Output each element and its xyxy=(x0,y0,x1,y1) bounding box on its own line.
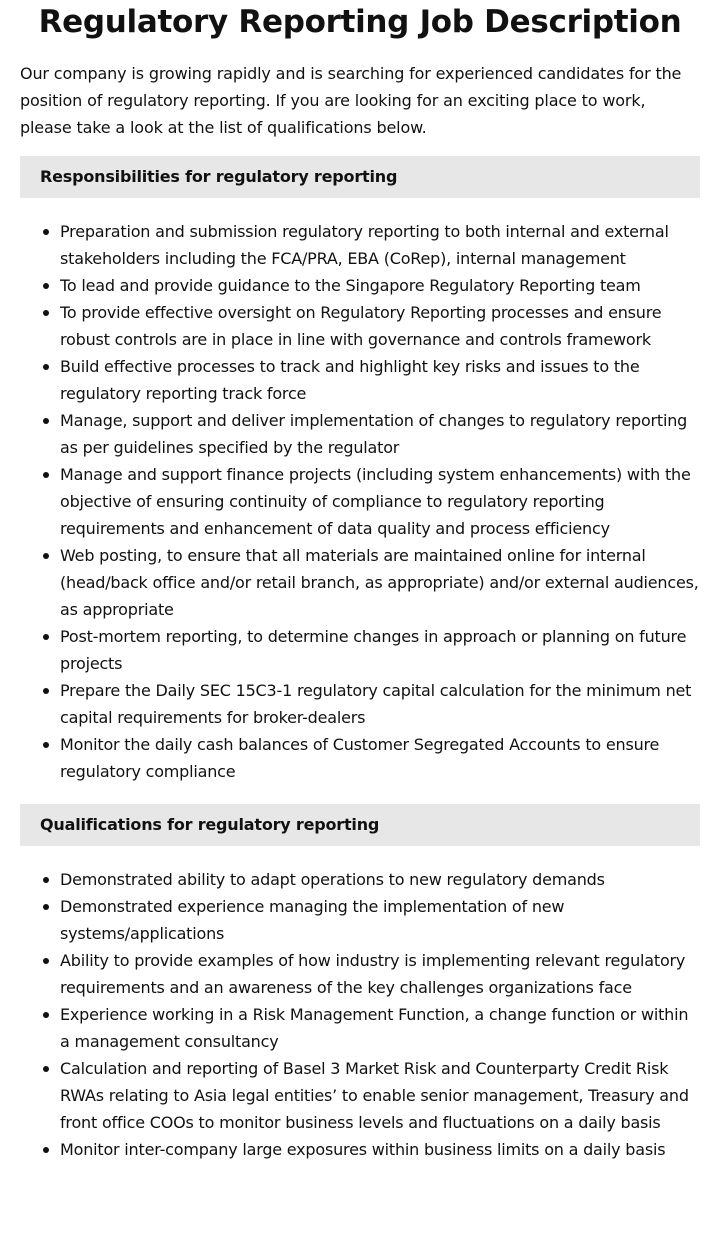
list-item: Build effective processes to track and highlight key risks and issues to the regulatory reporting track force xyxy=(60,353,700,407)
list-item: Manage, support and deliver implementation of changes to regulatory reporting as per guidelines specified by the regulator xyxy=(60,407,700,461)
qualifications-list xyxy=(20,866,700,1163)
page-title: Regulatory Reporting Job Description xyxy=(38,4,682,40)
list-item: Demonstrated experience managing the implementation of new systems/applications xyxy=(60,893,700,947)
list-item: Demonstrated ability to adapt operations to new regulatory demands xyxy=(60,866,700,893)
list-item: Manage and support finance projects (including system enhancements) with the objective of ensuring continuity of compliance to regulatory reporting requirements and enhancement of data quality and process efficiency xyxy=(60,461,700,542)
qualifications-heading: Qualifications for regulatory reporting xyxy=(20,804,700,846)
list-item: Calculation and reporting of Basel 3 Market Risk and Counterparty Credit Risk RWAs relating to Asia legal entities’ to enable senior management, Treasury and front office COOs to monitor business levels and fluctuations on a daily basis xyxy=(60,1055,700,1136)
list-item: To lead and provide guidance to the Singapore Regulatory Reporting team xyxy=(60,272,700,299)
list-item: Monitor the daily cash balances of Customer Segregated Accounts to ensure regulatory compliance xyxy=(60,731,700,785)
responsibilities-list xyxy=(20,218,700,785)
list-item: To provide effective oversight on Regulatory Reporting processes and ensure robust controls are in place in line with governance and controls framework xyxy=(60,299,700,353)
list-item: Monitor inter-company large exposures within business limits on a daily basis xyxy=(60,1136,700,1163)
list-item: Ability to provide examples of how industry is implementing relevant regulatory requirements and an awareness of the key challenges organizations face xyxy=(60,947,700,1001)
list-item: Web posting, to ensure that all materials are maintained online for internal (head/back office and/or retail branch, as appropriate) and/or external audiences, as appropriate xyxy=(60,542,700,623)
list-item: Experience working in a Risk Management Function, a change function or within a management consultancy xyxy=(60,1001,700,1055)
responsibilities-heading: Responsibilities for regulatory reporting xyxy=(20,156,700,198)
list-item: Prepare the Daily SEC 15C3-1 regulatory capital calculation for the minimum net capital requirements for broker-dealers xyxy=(60,677,700,731)
intro-paragraph: Our company is growing rapidly and is searching for experienced candidates for the position of regulatory reporting. If you are looking for an exciting place to work, please take a look at the list of qualifications below. xyxy=(20,64,682,137)
list-item: Post-mortem reporting, to determine changes in approach or planning on future projects xyxy=(60,623,700,677)
list-item: Preparation and submission regulatory reporting to both internal and external stakeholders including the FCA/PRA, EBA (CoRep), internal management xyxy=(60,218,700,272)
